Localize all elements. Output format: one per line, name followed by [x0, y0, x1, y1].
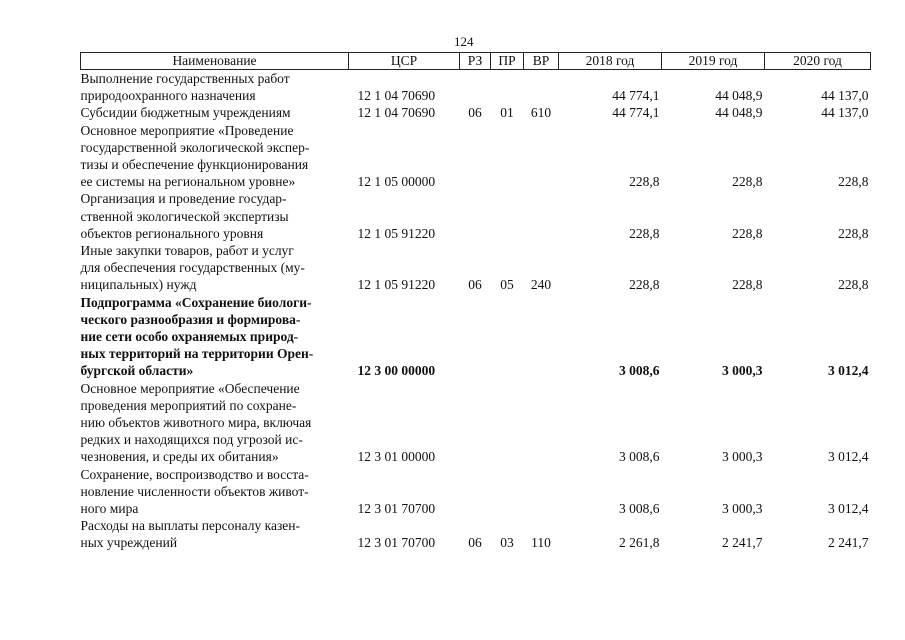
row-rz [460, 70, 491, 105]
row-csr: 12 1 05 00000 [357, 174, 436, 190]
row-2020: 44 137,0 [821, 105, 869, 121]
table-body [81, 70, 871, 552]
row-name: Расходы на выплаты персоналу казен- ных учреждений [80, 518, 301, 551]
row-2019: 3 000,3 [722, 501, 763, 517]
row-pr: 03 [500, 535, 514, 551]
table-row [81, 466, 871, 518]
row-csr: 12 3 01 70700 [357, 535, 436, 551]
row-2018: 228,8 [629, 225, 660, 241]
row-vr [524, 466, 559, 518]
row-2020: 228,8 [838, 277, 869, 293]
row-pr [491, 190, 524, 242]
row-pr [491, 122, 524, 191]
row-csr: 12 3 01 70700 [357, 501, 436, 517]
row-2020: 2 241,7 [828, 535, 869, 551]
row-rz [460, 466, 491, 518]
row-rz: 06 [468, 277, 482, 293]
row-csr: 12 1 04 70690 [357, 88, 436, 104]
row-rz [460, 190, 491, 242]
page-number: 124 [454, 34, 474, 49]
table-row [81, 517, 871, 551]
table-header [81, 53, 871, 70]
budget-table [80, 52, 871, 552]
row-2019: 228,8 [732, 277, 763, 293]
row-2018: 44 774,1 [612, 105, 660, 121]
header-row [81, 53, 871, 70]
row-name: Основное мероприятие «Проведение государственной экологической экспер- тизы и обеспечение функционирования ее системы на региональном уровне» [80, 122, 310, 190]
row-2020: 3 012,4 [828, 449, 869, 465]
row-rz: 06 [468, 105, 482, 121]
row-name: Субсидии бюджетным учреждениям [80, 105, 291, 121]
table-row [81, 122, 871, 191]
table-row [81, 190, 871, 242]
row-2018: 44 774,1 [612, 88, 660, 104]
row-2018: 3 008,6 [619, 363, 660, 379]
row-2019: 228,8 [732, 225, 763, 241]
row-2020: 3 012,4 [828, 501, 869, 517]
row-vr [524, 380, 559, 466]
header-name: Наименование [81, 53, 349, 70]
row-csr: 12 3 00 00000 [357, 363, 436, 379]
row-name: Подпрограмма «Сохранение биологи- ческого разнообразия и формирова- ние сети особо охраняемых природ- ных территорий на территории Орен- бургской области» [80, 294, 314, 379]
header-2018: 2018 год [559, 53, 662, 70]
row-2018: 3 008,6 [619, 449, 660, 465]
row-csr: 12 3 01 00000 [357, 449, 436, 465]
row-2018: 3 008,6 [619, 501, 660, 517]
row-2020: 228,8 [838, 174, 869, 190]
row-pr [491, 70, 524, 105]
row-2019: 3 000,3 [722, 449, 763, 465]
row-vr: 610 [530, 105, 552, 121]
table-row [81, 242, 871, 294]
row-rz [460, 122, 491, 191]
row-rz [460, 294, 491, 380]
row-2020: 228,8 [838, 225, 869, 241]
row-csr: 12 1 05 91220 [357, 225, 436, 241]
row-pr: 01 [500, 105, 514, 121]
row-2018: 228,8 [629, 174, 660, 190]
header-pr: ПР [491, 53, 524, 70]
row-csr: 12 1 04 70690 [357, 105, 436, 121]
header-2019: 2019 год [662, 53, 765, 70]
row-csr: 12 1 05 91220 [357, 277, 436, 293]
row-pr [491, 294, 524, 380]
row-pr [491, 380, 524, 466]
row-vr: 110 [531, 535, 551, 551]
row-name: Организация и проведение государ- ственной экологической экспертизы объектов регионального уровня [80, 191, 289, 241]
row-vr: 240 [530, 277, 552, 293]
row-2019: 44 048,9 [715, 105, 763, 121]
row-2020: 3 012,4 [828, 363, 869, 379]
row-name: Иные закупки товаров, работ и услуг для обеспечения государственных (му- ниципальных) нужд [80, 243, 305, 293]
row-vr [524, 122, 559, 191]
row-vr [524, 70, 559, 105]
row-2019: 3 000,3 [722, 363, 763, 379]
row-name: Основное мероприятие «Обеспечение проведения мероприятий по сохране- нию объектов животного мира, включая редких и находящихся под угрозой ис- чезновения, и среды их обитания» [80, 380, 312, 465]
row-pr [491, 466, 524, 518]
header-rz: РЗ [460, 53, 491, 70]
header-vr: ВР [524, 53, 559, 70]
row-name: Выполнение государственных работ природоохранного назначения [80, 71, 290, 104]
row-pr: 05 [500, 277, 514, 293]
table-row [81, 380, 871, 466]
row-2019: 228,8 [732, 174, 763, 190]
row-vr [524, 190, 559, 242]
table-row [81, 294, 871, 380]
row-rz [460, 380, 491, 466]
row-name: Сохранение, воспроизводство и восста- новление численности объектов живот- ного мира [80, 466, 309, 517]
header-2020: 2020 год [765, 53, 871, 70]
row-2020: 44 137,0 [821, 88, 869, 104]
header-csr: ЦСР [349, 53, 460, 70]
table-row [81, 104, 871, 121]
table-row [81, 70, 871, 105]
row-2019: 2 241,7 [722, 535, 763, 551]
row-vr [524, 294, 559, 380]
row-rz: 06 [468, 535, 482, 551]
row-2018: 228,8 [629, 277, 660, 293]
row-2019: 44 048,9 [715, 88, 763, 104]
row-2018: 2 261,8 [619, 535, 660, 551]
